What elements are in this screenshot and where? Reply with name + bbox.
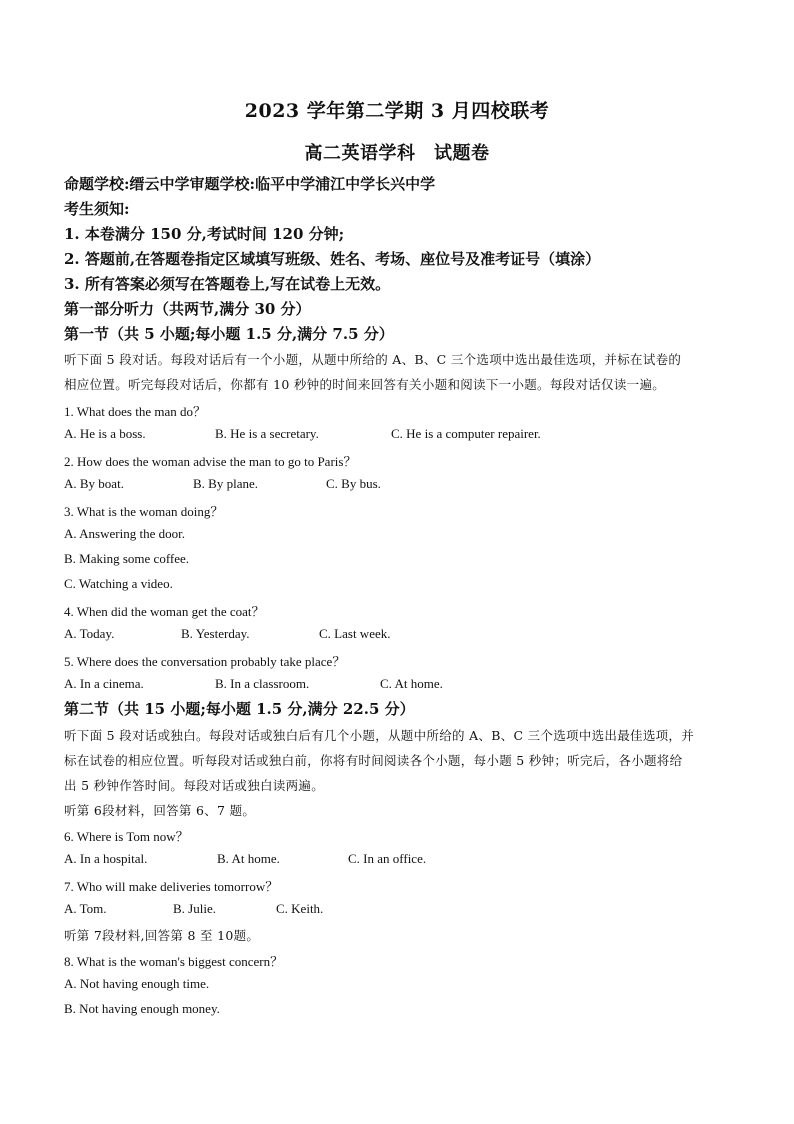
section2-heading: 第二节（共 15 小题;每小题 1.5 分,满分 22.5 分） [64,700,415,718]
option-a: A. Today. [64,626,115,641]
section2-instruction: 标在试卷的相应位置。听每段对话或独白前，你将有时间阅读各个小题，每小题 5 秒钟；听完后，各小题将给 [64,753,683,768]
question-6: 6. Where is Tom now？ [64,829,189,844]
option-a: A. Answering the door. [64,526,185,541]
question-7: 7. Who will make deliveries tomorrow？ [64,879,279,894]
section1-instruction: 听下面 5 段对话。每段对话后有一个小题，从题中所给的 A、B、C 三个选项中选出最佳选项，并标在试卷的 [64,352,682,367]
question-1-options [0,426,794,444]
option-a: A. In a hospital. [64,851,148,866]
question-4-options [0,626,794,644]
option-b: B. In a classroom. [215,676,310,691]
option-b: B. By plane. [193,476,258,491]
material-7-note: 听第 7段材料,回答第 8 至 10题。 [64,928,260,943]
school-line: 命题学校:缙云中学审题学校:临平中学浦江中学长兴中学 [64,175,436,193]
option-c: C. By bus. [326,476,381,491]
option-c: C. He is a computer repairer. [391,426,541,441]
section1-heading: 第一节（共 5 小题;每小题 1.5 分,满分 7.5 分） [64,325,394,343]
part1-heading: 第一部分听力（共两节,满分 30 分） [64,300,311,318]
notice-item: 1. 本卷满分 150 分,考试时间 120 分钟; [64,225,345,243]
notice-heading: 考生须知: [64,200,130,218]
notice-item: 2. 答题前,在答题卷指定区域填写班级、姓名、考场、座位号及准考证号（填涂） [64,250,601,268]
option-a: A. Not having enough time. [64,976,210,991]
option-b: B. Not having enough money. [64,1001,220,1016]
option-c: C. Watching a video. [64,576,173,591]
section1-instruction: 相应位置。听完每段对话后，你都有 10 秒钟的时间来回答有关小题和阅读下一小题。每段对话仅读一遍。 [64,377,666,392]
option-c: C. Keith. [276,901,324,916]
question-4: 4. When did the woman get the coat？ [64,604,265,619]
option-a: A. He is a boss. [64,426,146,441]
question-5: 5. Where does the conversation probably take place？ [64,654,346,669]
option-a: A. In a cinema. [64,676,144,691]
notice-item: 3. 所有答案必须写在答题卷上,写在试卷上无效。 [64,275,391,293]
section2-instruction: 听下面 5 段对话或独白。每段对话或独白后有几个小题，从题中所给的 A、B、C 三个选项中选出最佳选项，并 [64,728,695,743]
option-b: B. He is a secretary. [215,426,319,441]
option-c: C. Last week. [319,626,391,641]
question-8: 8. What is the woman's biggest concern？ [64,954,284,969]
option-b: B. Julie. [173,901,216,916]
question-2: 2. How does the woman advise the man to go to Paris？ [64,454,357,469]
option-b: B. Yesterday. [181,626,250,641]
option-a: A. By boat. [64,476,124,491]
question-6-options [0,851,794,869]
option-a: A. Tom. [64,901,107,916]
option-c: C. At home. [380,676,443,691]
question-2-options [0,476,794,494]
exam-title: 2023 学年第二学期 3 月四校联考 [244,100,550,122]
question-5-options [0,676,794,694]
question-3: 3. What is the woman doing？ [64,504,224,519]
option-b: B. At home. [217,851,280,866]
section2-instruction: 出 5 秒钟作答时间。每段对话或独白读两遍。 [64,778,325,793]
material-6-note: 听第 6段材料，回答第 6、7 题。 [64,803,256,818]
question-1: 1. What does the man do？ [64,404,207,419]
question-7-options [0,901,794,919]
option-b: B. Making some coffee. [64,551,190,566]
option-c: C. In an office. [348,851,427,866]
exam-subtitle: 高二英语学科 试题卷 [304,143,490,164]
